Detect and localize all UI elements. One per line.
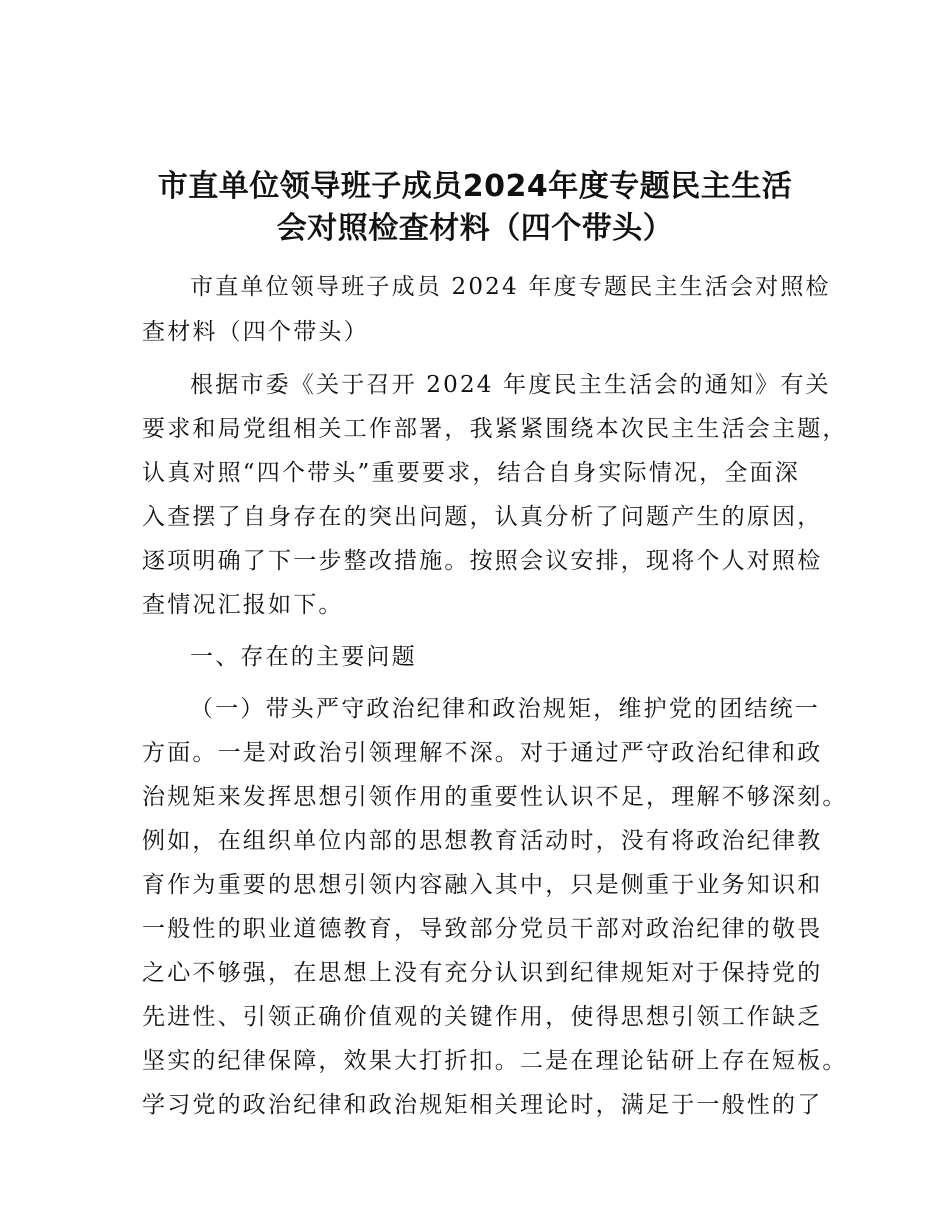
body-line: 之心不够强，在思想上没有充分认识到纪律规矩对于保持党的 [142, 960, 823, 986]
section-heading: 一、存在的主要问题 [190, 644, 417, 670]
body-line: 方面。一是对政治引领理解不深。对于通过严守政治纪律和政 [142, 740, 823, 766]
body-line: （一）带头严守政治纪律和政治规矩，维护党的团结统一 [190, 696, 820, 722]
body-line: 市直单位领导班子成员 2024 年度专题民主生活会对照检 [190, 274, 831, 300]
document-title-line-2: 会对照检查材料（四个带头） [276, 211, 674, 246]
body-line: 查材料（四个带头） [142, 319, 369, 345]
body-line: 坚实的纪律保障，效果大打折扣。二是在理论钻研上存在短板。 [142, 1048, 848, 1074]
body-line: 要求和局党组相关工作部署，我紧紧围绕本次民主生活会主题， [142, 416, 848, 442]
document-title-line-1: 市直单位领导班子成员2024年度专题民主生活 [157, 169, 793, 204]
body-line: 认真对照“四个带头”重要要求，结合自身实际情况，全面深 [142, 460, 800, 486]
body-line: 查情况汇报如下。 [142, 592, 344, 618]
body-line: 入查摆了自身存在的突出问题，认真分析了问题产生的原因， [142, 504, 823, 530]
body-line: 根据市委《关于召开 2024 年度民主生活会的通知》有关 [190, 372, 831, 398]
body-line: 例如，在组织单位内部的思想教育活动时，没有将政治纪律教 [142, 828, 823, 854]
body-line: 先进性、引领正确价值观的关键作用，使得思想引领工作缺乏 [142, 1004, 823, 1030]
body-line: 学习党的政治纪律和政治规矩相关理论时，满足于一般性的了 [142, 1092, 823, 1118]
body-line: 逐项明确了下一步整改措施。按照会议安排，现将个人对照检 [142, 548, 823, 574]
body-line: 一般性的职业道德教育，导致部分党员干部对政治纪律的敬畏 [142, 916, 823, 942]
body-line: 育作为重要的思想引领内容融入其中，只是侧重于业务知识和 [142, 872, 823, 898]
body-line: 治规矩来发挥思想引领作用的重要性认识不足，理解不够深刻。 [142, 784, 848, 810]
